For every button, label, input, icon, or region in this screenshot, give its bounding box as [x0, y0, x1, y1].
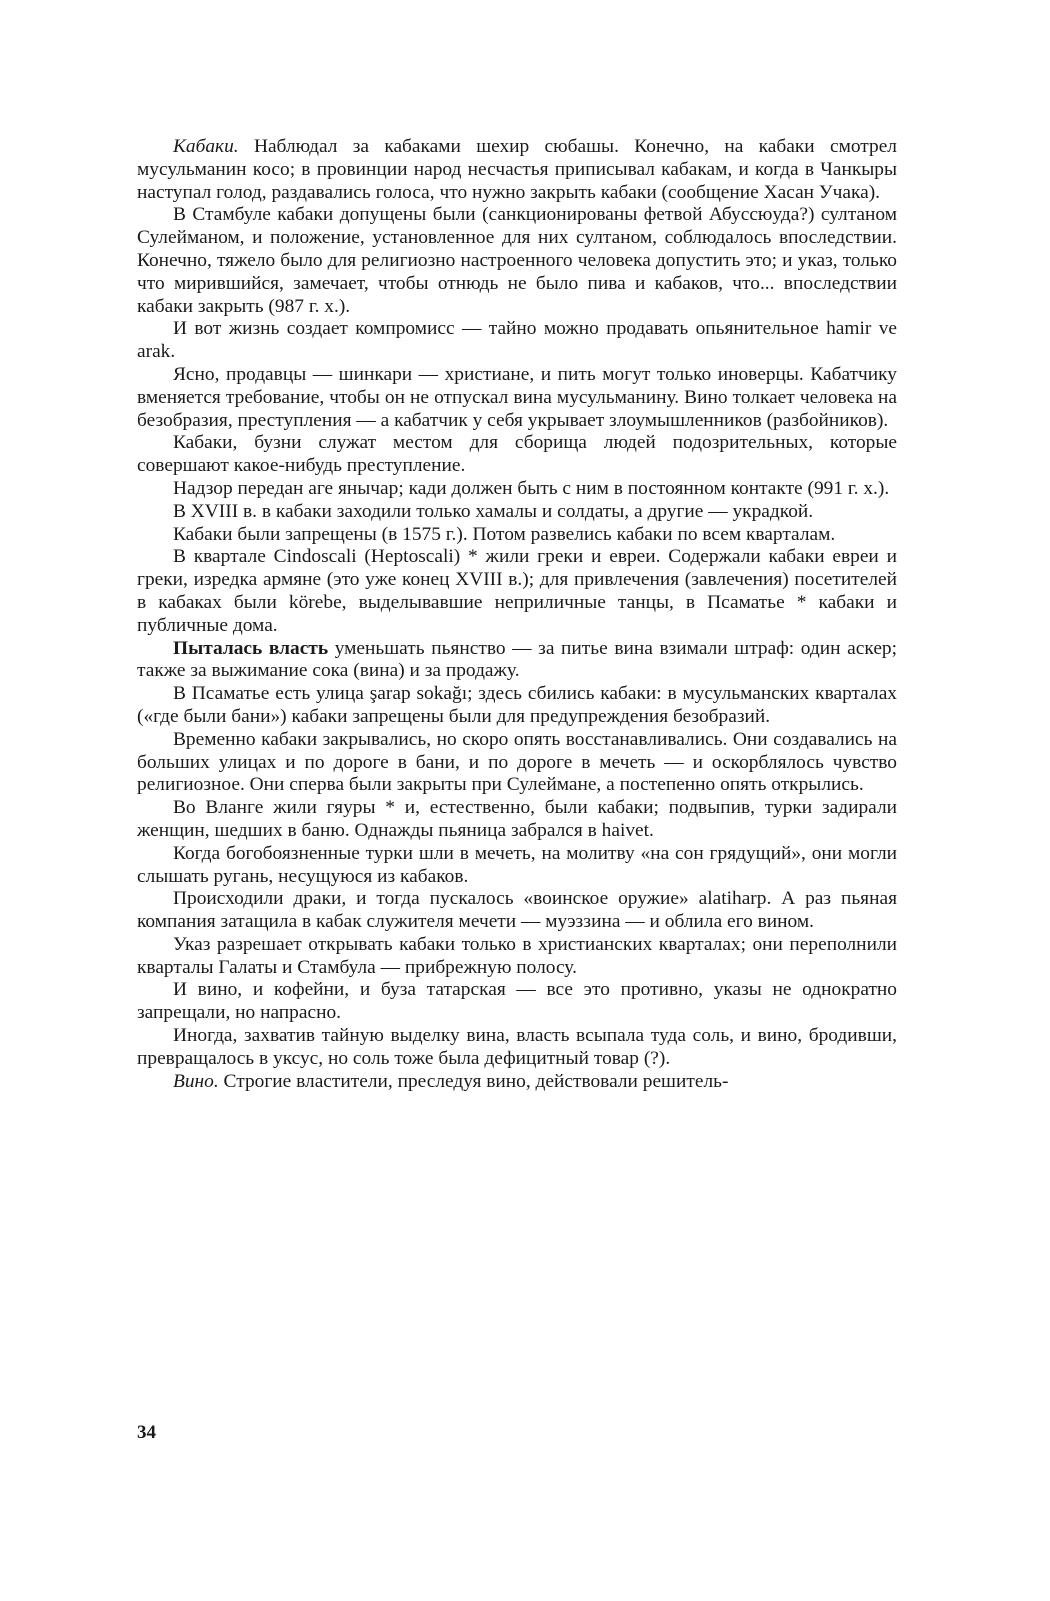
- paragraph: [137, 432, 897, 478]
- paragraph-text: Происходили драки, и тогда пускалось «воинское оружие» alatiharp. А раз пьяная компания затащила в кабак служителя мечети — муэззина — и облила его вином.: [137, 888, 897, 933]
- paragraph-lead: Пыталась власть: [173, 637, 329, 659]
- paragraph-lead: Кабаки.: [173, 136, 239, 157]
- paragraph-text: В квартале Cindoscali (Heptoscali) * жили греки и евреи. Содержали кабаки евреи и греки, изредка армяне (это уже конец XVIII в.); для привлечения (завлечения) посетителей в кабаках были körebe, выделывавшие неприличные танцы, в Псаматье * кабаки и публичные дома.: [137, 546, 897, 636]
- paragraph-lead: Вино.: [173, 1070, 219, 1092]
- paragraph: [137, 683, 897, 729]
- paragraph-text: уменьшать пьянство — за питье вина взимали штраф: один аскер; также за выжимание сока (вина) и за продажу.: [137, 637, 898, 682]
- paragraph-text: Когда богобоязненные турки шли в мечеть, на молитву «на сон грядущий», они могли слышать ругань, несущуюся из кабаков.: [137, 842, 897, 887]
- paragraph: [137, 638, 897, 684]
- paragraph: [137, 524, 897, 547]
- paragraph: [137, 934, 897, 980]
- paragraph: [137, 729, 897, 797]
- page-number: 34: [137, 1422, 156, 1443]
- paragraph-text: В Стамбуле кабаки допущены были (санкционированы фетвой Абуссюуда?) султаном Сулейманом, и положение, установленное для них султаном, соблюдалось впоследствии. Конечно, тяжело было для религиозно настроенного человека допустить это; и указ, только что мирившийся, замечает, чтобы отнюдь не было пива и кабаков, что... впоследствии кабаки закрыть (987 г. х.).: [137, 204, 897, 317]
- paragraph: [137, 1071, 897, 1094]
- paragraph-text: Надзор передан аге янычар; кади должен быть с ним в постоянном контакте (991 г. х.).: [173, 477, 890, 499]
- paragraph-text: Указ разрешает открывать кабаки только в христианских кварталах; они переполнили кварталы Галаты и Стамбула — прибрежную полосу.: [137, 933, 897, 978]
- paragraph: [137, 979, 897, 1025]
- paragraph: [137, 797, 897, 843]
- paragraph-text: Временно кабаки закрывались, но скоро опять восстанавливались. Они создавались на больших улицах и по дороге в бани, и по дороге в мечеть — и оскорблялось чувство религиозное. Они сперва были закрыты при Сулеймане, а постепенно опять открылись.: [137, 728, 897, 796]
- paragraph-text: И вот жизнь создает компромисс — тайно можно продавать опьянительное hamir ve arak.: [137, 318, 897, 363]
- page-body: [137, 136, 897, 1093]
- paragraph: [137, 843, 897, 889]
- paragraph-text: И вино, и кофейни, и буза татарская — все это противно, указы не однократно запрещали, но напрасно.: [137, 979, 897, 1024]
- paragraph: [137, 888, 897, 934]
- paragraph: [137, 204, 897, 318]
- paragraph: [137, 136, 897, 204]
- paragraph-text: Ясно, продавцы — шинкари — христиане, и пить могут только иноверцы. Кабатчику вменяется требование, чтобы он не отпускал вина мусульманину. Вино толкает человека на безобразия, преступления — а кабатчик у себя укрывает злоумышленников (разбойников).: [137, 363, 897, 431]
- paragraph: [137, 1025, 897, 1071]
- paragraph-text: Строгие властители, преследуя вино, действовали решитель-: [218, 1070, 729, 1092]
- paragraph-text: В XVIII в. в кабаки заходили только хамалы и солдаты, а другие — украдкой.: [173, 500, 814, 522]
- paragraph-text: Наблюдал за кабаками шехир сюбашы. Конечно, на кабаки смотрел мусульманин косо; в провинции народ несчастья приписывал кабакам, и когда в Чанкыры наступал голод, раздавались голоса, что нужно закрыть кабаки (сообщение Хасан Учака).: [137, 136, 897, 203]
- paragraph: [137, 318, 897, 364]
- paragraph-text: Во Вланге жили гяуры * и, естественно, были кабаки; подвыпив, турки задирали женщин, шедших в баню. Однажды пьяница забрался в haivet.: [137, 797, 897, 841]
- paragraph-text: В Псаматье есть улица şarap sokağı; здесь сбились кабаки: в мусульманских кварталах («где были бани») кабаки запрещены были для предупреждения безобразий.: [137, 683, 897, 727]
- paragraph: [137, 478, 897, 501]
- paragraph-text: Кабаки были запрещены (в 1575 г.). Потом развелись кабаки по всем кварталам.: [173, 523, 836, 545]
- paragraph-text: Кабаки, бузни служат местом для сборища людей подозрительных, которые совершают какое-нибудь преступление.: [137, 432, 897, 477]
- paragraph: [137, 546, 897, 637]
- paragraph-text: Иногда, захватив тайную выделку вина, власть всыпала туда соль, и вино, бродивши, превращалось в уксус, но соль тоже была дефицитный товар (?).: [137, 1025, 897, 1069]
- paragraph: [137, 364, 897, 432]
- paragraph: [137, 501, 897, 524]
